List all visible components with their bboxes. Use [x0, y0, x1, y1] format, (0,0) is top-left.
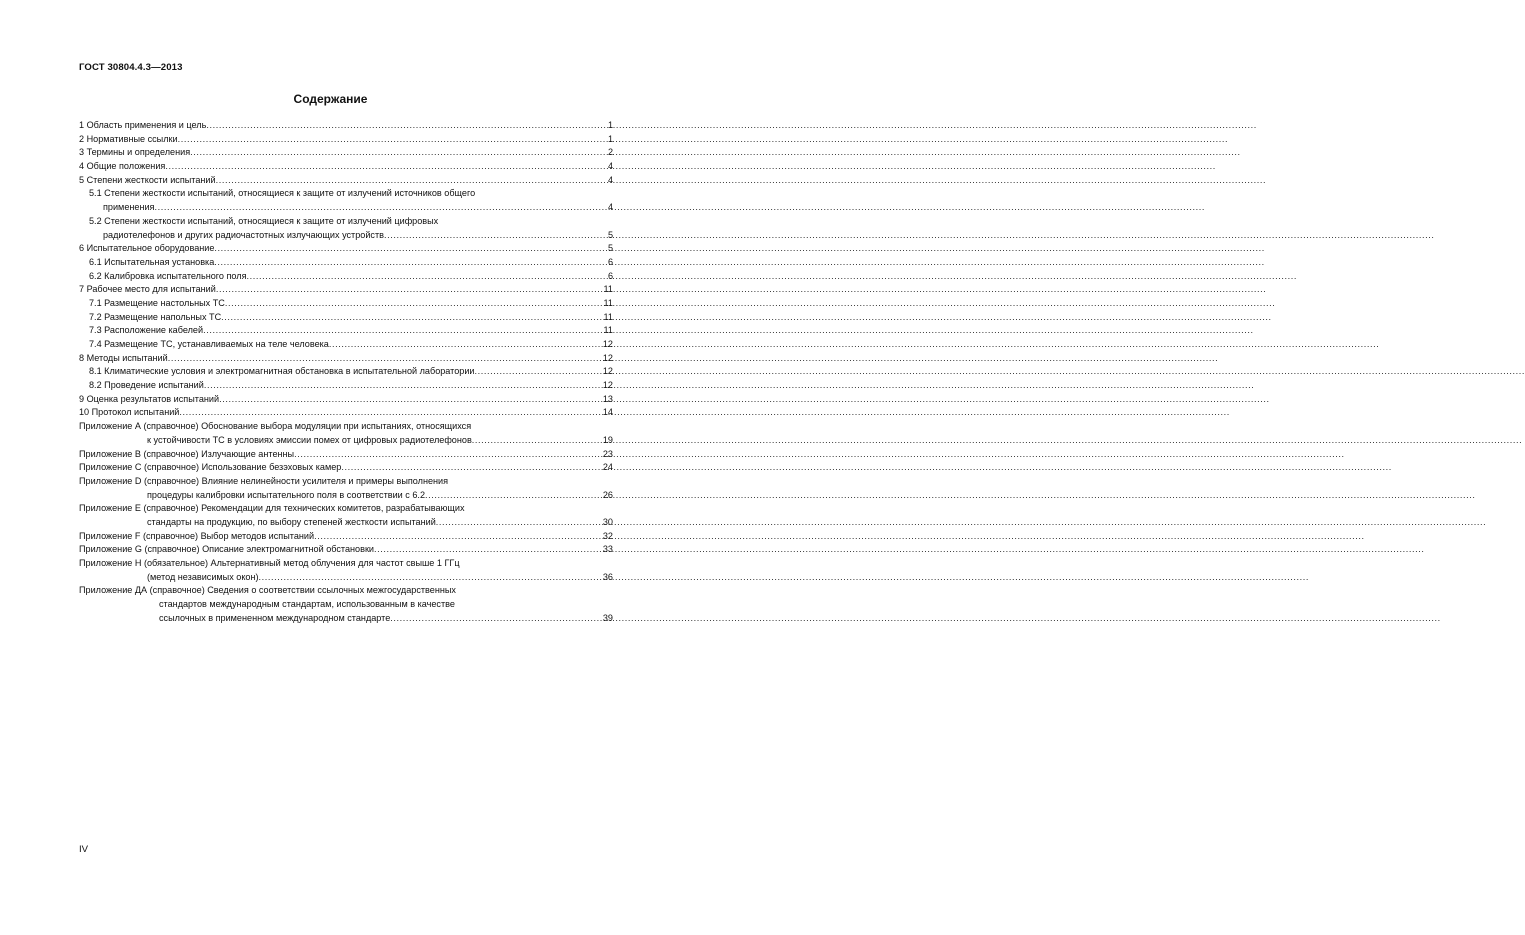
dot-leader — [425, 489, 602, 503]
toc-entry-page: 12 — [602, 339, 613, 349]
toc-entry[interactable] — [79, 475, 613, 502]
toc-entry-page: 24 — [602, 462, 613, 473]
toc-entry[interactable] — [79, 379, 613, 393]
toc-entry[interactable] — [79, 530, 613, 544]
dot-leader — [259, 571, 602, 585]
toc-entry-text: применения — [103, 202, 155, 213]
toc-entry-page: 13 — [602, 393, 613, 404]
dot-leader — [165, 160, 607, 174]
dot-leader — [221, 311, 602, 325]
toc-entry-text: 5.1 Степени жесткости испытаний, относящиеся к защите от излучений источников общего — [89, 188, 476, 199]
toc-entry-page: 4 — [607, 202, 613, 213]
dot-leader — [214, 242, 607, 256]
toc-entry[interactable] — [79, 283, 613, 297]
dot-leader — [472, 434, 602, 448]
dot-leader — [314, 530, 602, 544]
toc-entry[interactable] — [79, 256, 613, 270]
toc-entry-text: процедуры калибровки испытательного поля в соответствии с 6.2 — [147, 489, 426, 500]
table-of-contents — [79, 119, 613, 625]
dot-leader — [247, 270, 607, 284]
toc-entry-text: 7 Рабочее место для испытаний — [79, 284, 216, 295]
toc-entry-text: 6.1 Испытательная установка — [89, 256, 215, 267]
toc-entry-page: 39 — [602, 612, 613, 623]
toc-entry-page: 6 — [607, 256, 613, 267]
toc-entry[interactable] — [79, 448, 613, 462]
dot-leader — [179, 406, 602, 420]
toc-entry[interactable] — [79, 584, 613, 625]
toc-entry-page: 5 — [607, 229, 613, 240]
dot-leader — [204, 379, 602, 393]
dot-leader — [374, 543, 602, 557]
toc-entry[interactable] — [79, 146, 613, 160]
toc-entry-text: 5.2 Степени жесткости испытаний, относящиеся к защите от излучений цифровых — [89, 215, 439, 226]
toc-entry-text: Приложение ДА (справочное) Сведения о соответствии ссылочных межгосударственных — [79, 585, 456, 596]
toc-entry-page: 1 — [607, 120, 613, 130]
toc-entry-text: 7.1 Размещение настольных ТС — [89, 297, 225, 308]
toc-entry-text: 7.4 Размещение ТС, устанавливаемых на теле человека — [89, 339, 329, 349]
toc-entry-text: стандартов международным стандартам, использованным в качестве — [159, 599, 455, 610]
toc-entry-text: Приложение В (справочное) Излучающие антенны — [79, 448, 295, 459]
toc-entry[interactable] — [79, 119, 613, 133]
toc-entry[interactable] — [79, 461, 613, 475]
toc-entry-text: 4 Общие положения — [79, 161, 166, 172]
toc-entry-text: Приложение С (справочное) Использование безэховых камер — [79, 462, 342, 473]
toc-entry-page: 14 — [602, 407, 613, 418]
toc-entry-page: 11 — [603, 297, 613, 308]
toc-entry-text: радиотелефонов и других радиочастотных излучающих устройств — [103, 229, 384, 240]
toc-entry-text: 1 Область применения и цель — [79, 120, 207, 130]
toc-entry-text: Приложение Н (обязательное) Альтернативный метод облучения для частот свыше 1 ГГц — [79, 558, 460, 568]
toc-entry-page: 4 — [607, 174, 613, 185]
toc-entry-text: ссылочных в примененном международном стандарте — [159, 612, 391, 623]
dot-leader — [341, 461, 602, 475]
toc-entry-page: 33 — [602, 544, 613, 555]
toc-entry-text: 7.2 Размещение напольных ТС — [89, 311, 222, 322]
toc-entry-text: 10 Протокол испытаний — [79, 407, 180, 418]
toc-entry-text: 6.2 Калибровка испытательного поля — [89, 270, 247, 281]
toc-entry[interactable] — [79, 557, 613, 584]
toc-entry[interactable] — [79, 160, 613, 174]
toc-entry-text: стандарты на продукцию, по выбору степеней жесткости испытаний — [147, 516, 436, 527]
toc-entry-page: 12 — [602, 352, 613, 363]
dot-leader — [436, 516, 602, 530]
toc-entry[interactable] — [79, 270, 613, 284]
dot-leader — [329, 338, 602, 352]
toc-entry-page: 5 — [607, 243, 613, 254]
toc-entry-page: 11 — [603, 311, 613, 322]
toc-entry[interactable] — [79, 324, 613, 338]
dot-leader — [475, 365, 602, 379]
dot-leader — [225, 297, 603, 311]
toc-entry-text: 2 Нормативные ссылки — [79, 133, 178, 144]
toc-entry-text: 7.3 Расположение кабелей — [89, 325, 204, 336]
dot-leader — [178, 133, 607, 147]
toc-entry[interactable] — [79, 406, 613, 420]
toc-entry-page: 30 — [602, 516, 613, 527]
toc-entry-text: 6 Испытательное оборудование — [79, 243, 215, 254]
toc-entry-text: (метод независимых окон) — [147, 571, 259, 582]
toc-entry[interactable] — [79, 543, 613, 557]
dot-leader — [154, 201, 606, 215]
dot-leader — [390, 612, 602, 626]
toc-entry-page: 12 — [602, 380, 613, 391]
dot-leader — [190, 146, 607, 160]
toc-entry-text: к устойчивости ТС в условиях эмиссии помех от цифровых радиотелефонов — [147, 434, 472, 445]
page-number: IV — [79, 844, 89, 855]
toc-entry[interactable] — [79, 297, 613, 311]
dot-leader — [214, 256, 607, 270]
dot-leader — [294, 448, 602, 462]
toc-entry[interactable] — [79, 502, 613, 529]
toc-entry[interactable] — [79, 365, 613, 379]
toc-entry-page: 6 — [607, 270, 613, 281]
toc-entry-page: 12 — [602, 366, 613, 377]
toc-entry-text: Приложение Е (справочное) Рекомендации для технических комитетов, разрабатывающих — [79, 503, 465, 514]
dot-leader — [206, 119, 607, 133]
toc-entry[interactable] — [79, 242, 613, 256]
toc-entry[interactable] — [79, 133, 613, 147]
page-title: Содержание — [293, 92, 368, 106]
toc-entry-page: 4 — [607, 161, 613, 172]
toc-entry[interactable] — [79, 420, 613, 447]
toc-entry-page: 36 — [602, 571, 613, 582]
toc-entry-text: Приложение G (справочное) Описание электромагнитной обстановки — [79, 544, 375, 555]
toc-entry-page: 1 — [607, 133, 613, 144]
toc-entry-text: 5 Степени жесткости испытаний — [79, 174, 216, 185]
toc-entry-page: 23 — [602, 448, 613, 459]
toc-entry-text: 3 Термины и определения — [79, 147, 191, 158]
dot-leader — [216, 283, 603, 297]
toc-entry-text: 8 Методы испытаний — [79, 352, 168, 363]
toc-entry[interactable] — [79, 311, 613, 325]
toc-entry[interactable] — [79, 338, 613, 352]
toc-entry-text: Приложение F (справочное) Выбор методов испытаний — [79, 530, 315, 541]
toc-entry-text: 8.2 Проведение испытаний — [89, 380, 204, 391]
dot-leader — [168, 352, 602, 366]
toc-entry[interactable] — [79, 174, 613, 188]
toc-entry-page: 26 — [602, 489, 613, 500]
toc-entry[interactable] — [79, 352, 613, 366]
document-header: ГОСТ 30804.4.3—2013 — [79, 62, 183, 73]
toc-entry-page: 2 — [607, 147, 613, 158]
toc-entry-page: 19 — [602, 434, 613, 445]
toc-entry-page: 32 — [602, 530, 613, 541]
toc-entry[interactable] — [79, 187, 613, 214]
dot-leader — [219, 393, 602, 407]
toc-entry-page: 11 — [603, 325, 613, 336]
toc-entry[interactable] — [79, 393, 613, 407]
toc-entry[interactable] — [79, 215, 613, 242]
dot-leader — [384, 229, 607, 243]
toc-entry-text: Приложение А (справочное) Обоснование выбора модуляции при испытаниях, относящихся — [79, 421, 472, 432]
toc-entry-text: Приложение D (справочное) Влияние нелинейности усилителя и примеры выполнения — [79, 475, 449, 486]
toc-entry-page: 11 — [603, 284, 613, 295]
dot-leader — [216, 174, 607, 188]
toc-entry-text: 9 Оценка результатов испытаний — [79, 393, 220, 404]
dot-leader — [203, 324, 602, 338]
toc-entry-text: 8.1 Климатические условия и электромагнитная обстановка в испытательной лаборатории — [89, 366, 475, 377]
